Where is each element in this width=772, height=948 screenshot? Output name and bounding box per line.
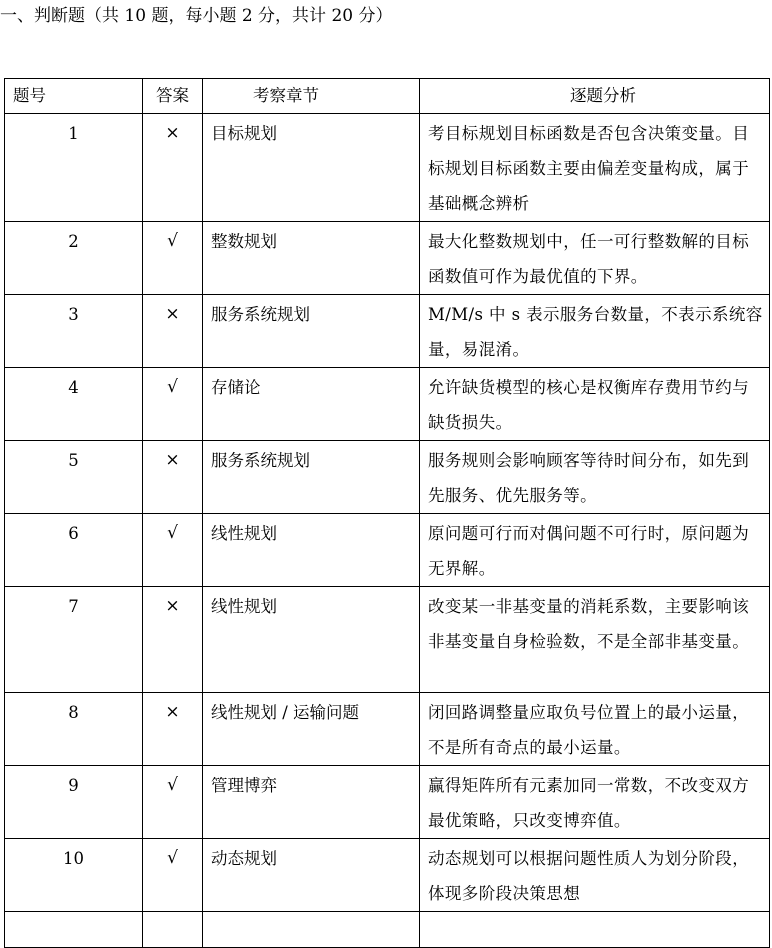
table-header-row bbox=[5, 79, 770, 114]
table-row bbox=[5, 295, 770, 368]
table-row bbox=[5, 587, 770, 693]
chapter-cell-text: 管理博弈 bbox=[211, 776, 277, 795]
analysis-cell-text: 原问题可行而对偶问题不可行时，原问题为无界解。 bbox=[428, 524, 750, 578]
answer-mark bbox=[143, 368, 203, 441]
question-number bbox=[5, 839, 143, 912]
chapter-cell-text: 线性规划 bbox=[211, 597, 277, 616]
table-row bbox=[5, 693, 770, 766]
answer-table bbox=[4, 78, 770, 948]
analysis-cell bbox=[420, 766, 770, 839]
chapter-cell bbox=[203, 222, 420, 295]
answer-mark-text: × bbox=[165, 596, 180, 616]
chapter-cell-text: 存储论 bbox=[211, 378, 261, 397]
chapter-cell bbox=[203, 693, 420, 766]
empty-cell bbox=[143, 912, 203, 948]
empty-row bbox=[5, 912, 770, 948]
answer-mark bbox=[143, 222, 203, 295]
answer-mark-text: × bbox=[165, 304, 180, 324]
answer-mark-text: × bbox=[165, 123, 180, 143]
analysis-cell-text: 考目标规划目标函数是否包含决策变量。目标规划目标函数主要由偏差变量构成，属于基础概念辨析 bbox=[428, 124, 750, 213]
table-row bbox=[5, 766, 770, 839]
question-number-text: 3 bbox=[68, 305, 79, 324]
question-number bbox=[5, 693, 143, 766]
table-row bbox=[5, 368, 770, 441]
chapter-cell-text: 服务系统规划 bbox=[211, 451, 310, 470]
table-row bbox=[5, 114, 770, 222]
answer-mark-text: √ bbox=[167, 523, 178, 543]
answer-mark-text: √ bbox=[167, 377, 178, 397]
analysis-cell-text: 改变某一非基变量的消耗系数，主要影响该非基变量自身检验数，不是全部非基变量。 bbox=[428, 597, 750, 651]
empty-cell bbox=[203, 912, 420, 948]
chapter-cell bbox=[203, 368, 420, 441]
header-answer: 答案 bbox=[143, 79, 203, 114]
chapter-cell bbox=[203, 587, 420, 693]
analysis-cell bbox=[420, 839, 770, 912]
chapter-cell bbox=[203, 839, 420, 912]
question-number bbox=[5, 766, 143, 839]
question-number-text: 4 bbox=[68, 378, 79, 397]
question-number-text: 6 bbox=[68, 524, 79, 543]
question-number-text: 9 bbox=[68, 776, 79, 795]
chapter-cell-text: 整数规划 bbox=[211, 232, 277, 251]
question-number-text: 7 bbox=[68, 597, 79, 616]
analysis-cell bbox=[420, 114, 770, 222]
analysis-cell-text: 动态规划可以根据问题性质人为划分阶段，体现多阶段决策思想 bbox=[428, 849, 750, 903]
chapter-cell bbox=[203, 514, 420, 587]
question-number bbox=[5, 514, 143, 587]
header-chapter: 考察章节 bbox=[203, 79, 420, 114]
answer-mark bbox=[143, 587, 203, 693]
answer-mark bbox=[143, 441, 203, 514]
answer-mark-text: √ bbox=[167, 231, 178, 251]
answer-mark bbox=[143, 766, 203, 839]
table-row bbox=[5, 839, 770, 912]
analysis-cell bbox=[420, 222, 770, 295]
analysis-cell-text: 赢得矩阵所有元素加同一常数，不改变双方最优策略，只改变博弈值。 bbox=[428, 776, 750, 830]
chapter-cell bbox=[203, 295, 420, 368]
question-number bbox=[5, 368, 143, 441]
question-number-text: 1 bbox=[68, 124, 79, 143]
answer-mark bbox=[143, 514, 203, 587]
question-number-text: 2 bbox=[68, 232, 79, 251]
chapter-cell-text: 目标规划 bbox=[211, 124, 277, 143]
empty-cell bbox=[5, 912, 143, 948]
analysis-cell-text: 允许缺货模型的核心是权衡库存费用节约与缺货损失。 bbox=[428, 378, 750, 432]
chapter-cell bbox=[203, 766, 420, 839]
empty-cell bbox=[420, 912, 770, 948]
answer-mark bbox=[143, 839, 203, 912]
answer-mark bbox=[143, 114, 203, 222]
analysis-cell-text: 闭回路调整量应取负号位置上的最小运量，不是所有奇点的最小运量。 bbox=[428, 703, 750, 757]
analysis-cell bbox=[420, 693, 770, 766]
answer-mark-text: √ bbox=[167, 775, 178, 795]
chapter-cell-text: 服务系统规划 bbox=[211, 305, 310, 324]
header-analysis: 逐题分析 bbox=[420, 79, 770, 114]
chapter-cell-text: 线性规划 / 运输问题 bbox=[211, 703, 360, 722]
analysis-cell bbox=[420, 441, 770, 514]
analysis-cell bbox=[420, 514, 770, 587]
header-number: 题号 bbox=[5, 79, 143, 114]
chapter-cell bbox=[203, 114, 420, 222]
table-row bbox=[5, 222, 770, 295]
analysis-cell bbox=[420, 295, 770, 368]
chapter-cell-text: 线性规划 bbox=[211, 524, 277, 543]
table-row bbox=[5, 441, 770, 514]
question-number-text: 10 bbox=[63, 849, 84, 868]
analysis-cell bbox=[420, 587, 770, 693]
answer-mark-text: × bbox=[165, 450, 180, 470]
answer-mark-text: × bbox=[165, 702, 180, 722]
answer-mark bbox=[143, 693, 203, 766]
analysis-cell bbox=[420, 368, 770, 441]
question-number bbox=[5, 114, 143, 222]
question-number-text: 5 bbox=[68, 451, 79, 470]
question-number bbox=[5, 587, 143, 693]
question-number bbox=[5, 222, 143, 295]
analysis-cell-text: 最大化整数规划中，任一可行整数解的目标函数值可作为最优值的下界。 bbox=[428, 232, 750, 286]
analysis-cell-text: 服务规则会影响顾客等待时间分布，如先到先服务、优先服务等。 bbox=[428, 451, 750, 505]
chapter-cell bbox=[203, 441, 420, 514]
question-number bbox=[5, 295, 143, 368]
answer-mark bbox=[143, 295, 203, 368]
answer-mark-text: √ bbox=[167, 848, 178, 868]
table-row bbox=[5, 514, 770, 587]
chapter-cell-text: 动态规划 bbox=[211, 849, 277, 868]
analysis-cell-text: M/M/s 中 s 表示服务台数量，不表示系统容量，易混淆。 bbox=[428, 305, 763, 359]
section-heading: 一、判断题（共 10 题，每小题 2 分，共计 20 分） bbox=[0, 6, 393, 26]
question-number-text: 8 bbox=[68, 703, 79, 722]
question-number bbox=[5, 441, 143, 514]
